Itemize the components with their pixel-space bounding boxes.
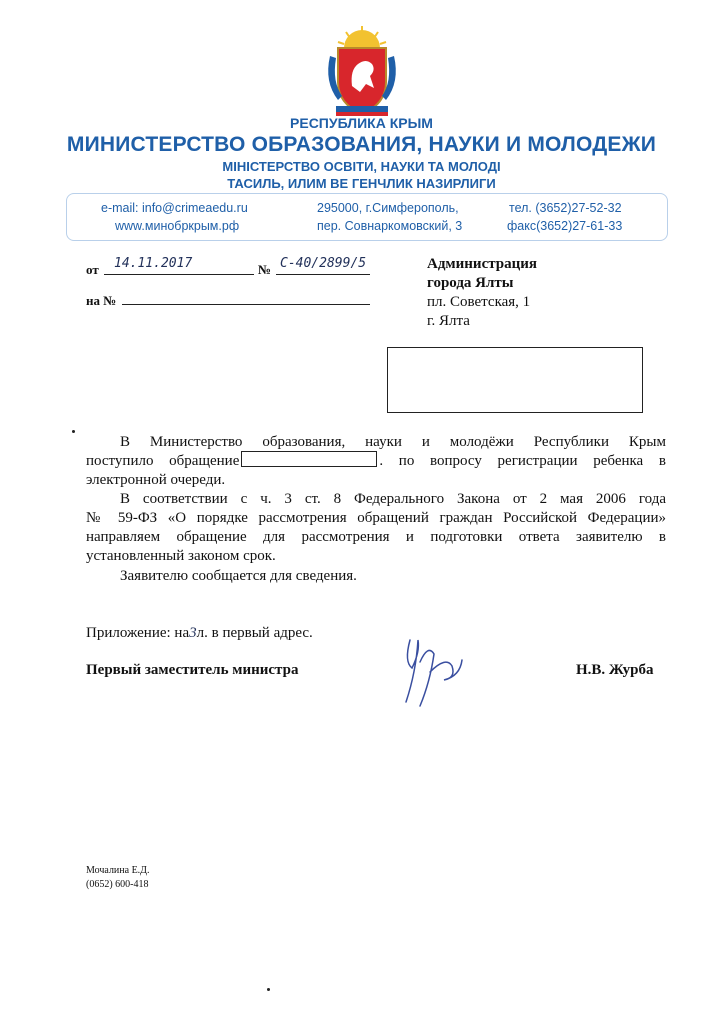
letterhead-ministry-ukrainian: МІНІСТЕРСТВО ОСВІТИ, НАУКИ ТА МОЛОДІ (222, 159, 501, 174)
contact-phone: тел. (3652)27-52-32 (509, 201, 622, 215)
number-label: № (258, 262, 272, 277)
body-p2-line3: направляем обращение для рассмотрения и подготовки ответа заявителю в (86, 529, 666, 545)
letterhead-ministry-crimean-tatar: ТАСИЛЬ, ИЛИМ ВЕ ГЕНЧЛИК НАЗИРЛИГИ (227, 176, 496, 191)
reply-to-label: на № (86, 293, 117, 308)
number-handwritten: С-40/2899/5 (280, 256, 367, 271)
contact-block (66, 193, 668, 241)
letterhead-ministry: МИНИСТЕРСТВО ОБРАЗОВАНИЯ, НАУКИ И МОЛОДЕЖИ (66, 133, 657, 156)
scan-speck (72, 430, 75, 433)
addressee-line3: пл. Советская, 1 (427, 294, 531, 310)
body-p1-line2-end: . по вопросу регистрации ребенка в (379, 453, 666, 469)
date-underline (104, 274, 254, 275)
contact-address-line1: 295000, г.Симферополь, (317, 201, 459, 215)
body-p1-line3: электронной очереди. (86, 472, 226, 488)
signatory-name: Н.В. Журба (576, 662, 654, 678)
contact-website[interactable]: www.минобркрым.рф (115, 219, 240, 233)
contact-address-line2: пер. Совнаркомовский, 3 (317, 219, 463, 233)
body-p2-line2: № 59-ФЗ «О порядке рассмотрения обращений граждан Российской Федерации» (86, 510, 666, 526)
body-p3: Заявителю сообщается для сведения. (120, 568, 357, 584)
addressee-line4: г. Ялта (427, 313, 470, 329)
attachment-handwritten: 3 (189, 625, 197, 641)
addressee-line1: Администрация (427, 256, 538, 272)
body-p2-line4: установленный законом срок. (86, 548, 276, 564)
body-p1-line2-start: поступило обращение (86, 453, 240, 469)
number-underline (276, 274, 370, 275)
reply-to-underline (122, 304, 370, 305)
body-p2-line1: В соответствии с ч. 3 ст. 8 Федерального Закона от 2 мая 2006 года (120, 491, 666, 507)
executor-name: Мочалина Е.Д. (86, 865, 150, 876)
body-p1-line2 (86, 451, 666, 471)
contact-email[interactable]: e-mail: info@crimeaedu.ru (101, 201, 248, 215)
letterhead-republic: РЕСПУБЛИКА КРЫМ (290, 115, 433, 131)
redacted-box (387, 347, 643, 413)
inline-redacted-field (241, 451, 377, 467)
date-handwritten: 14.11.2017 (114, 256, 193, 271)
contact-fax: факс(3652)27-61-33 (507, 219, 623, 233)
attachment-line (86, 623, 666, 643)
attachment-suffix: л. в первый адрес. (196, 625, 313, 641)
executor-phone: (0652) 600-418 (86, 879, 149, 890)
attachment-prefix: Приложение: на (86, 625, 190, 641)
crimea-coat-of-arms-icon (316, 26, 408, 118)
scan-speck (267, 988, 270, 991)
signatory-title: Первый заместитель министра (86, 662, 299, 678)
from-label: от (86, 262, 99, 277)
addressee-line2: города Ялты (427, 275, 514, 291)
body-p1-line1: В Министерство образования, науки и молодёжи Республики Крым (120, 434, 666, 450)
handwritten-signature-icon (390, 632, 480, 712)
